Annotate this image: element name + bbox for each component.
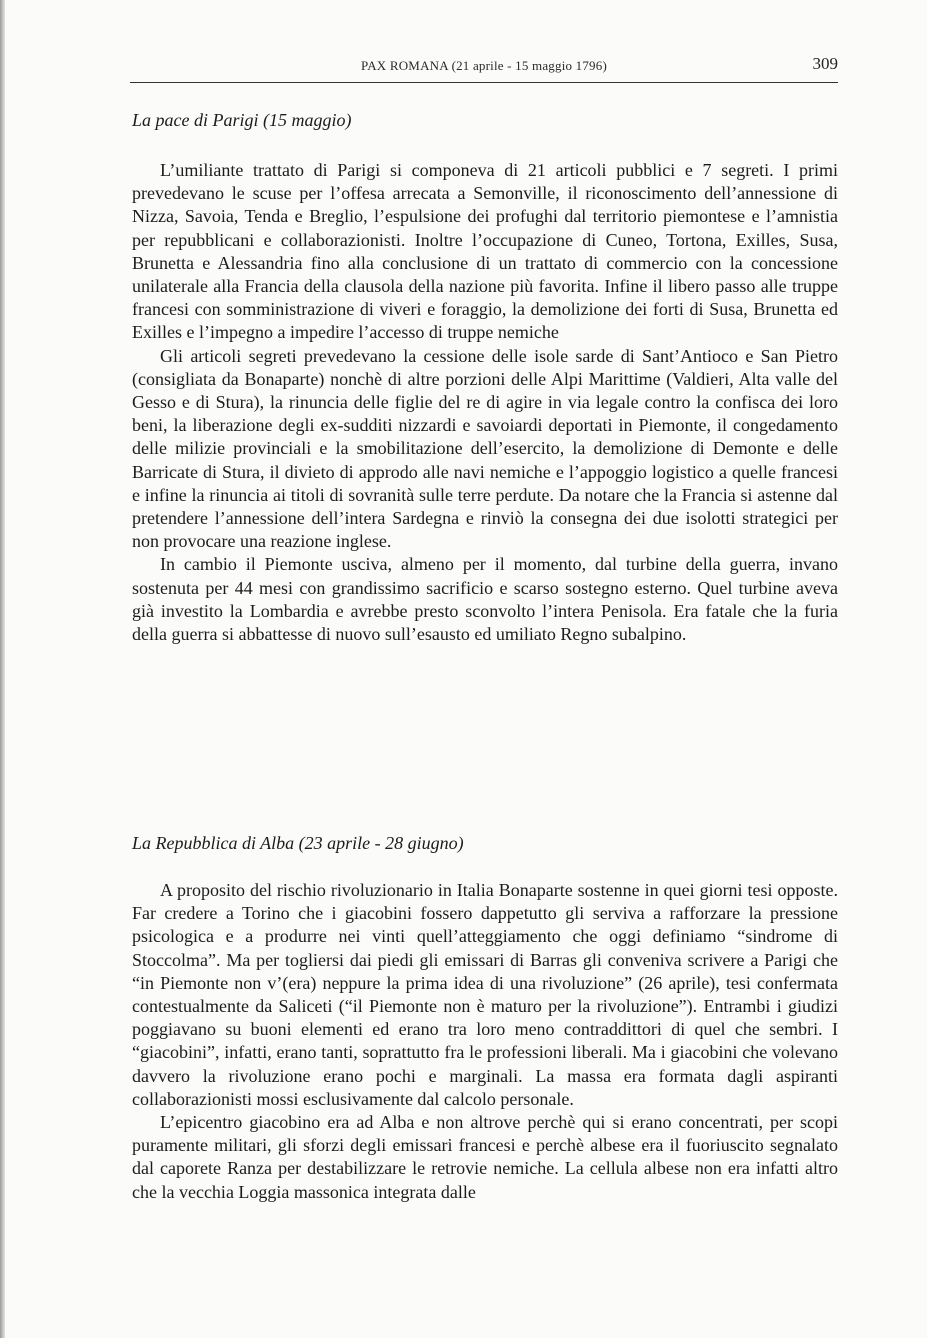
paragraph: In cambio il Piemonte usciva, almeno per il momento, dal turbine della guerra, invano sostenuta per 44 mesi con grandissimo sacrificio e scarso sostegno esterno. Quel turbine aveva già investito la Lombardia e avrebbe presto sconvolto l’intera Penisola. Era fatale che la furia della guerra si abbattesse di nuovo sull’esausto ed umiliato Regno subalpino. (132, 554, 838, 645)
section-heading-peace-of-paris (132, 108, 838, 132)
section-body-republic-of-alba (132, 879, 838, 1204)
paragraph: A proposito del rischio rivoluzionario in Italia Bonaparte sostenne in quei giorni tesi opposte. Far credere a Torino che i giacobini fossero dappetutto gli serviva a rafforzare la pressione psicologica e a produrre nei vinti quell’atteggiamento che oggi definiamo “sindrome di Stoccolma”. Ma per togliersi dai piedi gli emissari di Barras gli conveniva scrivere a Parigi che “in Piemonte non v’(era) neppure la prima idea di una rivoluzione” (26 aprile), tesi confermata contestualmente da Saliceti (“il Piemonte non è maturo per la rivoluzione”). Entrambi i giudizi poggiavano su buoni elementi ed erano tra loro meno contraddittori di quel che sembri. I “giacobini”, infatti, erano tanti, soprattutto fra le professioni liberali. Ma i giacobini che volevano davvero la rivoluzione erano pochi e marginali. La massa era formata dagli aspiranti collaborazionisti mossi esclusivamente dal calcolo personale. (132, 880, 838, 1109)
paragraph: L’epicentro giacobino era ad Alba e non altrove perchè qui si erano concentrati, per scopi puramente militari, gli sforzi degli emissari francesi e perchè albese era il fuoriuscito segnalato dal caporete Ranza per destabilizzare le retrovie nemiche. La cellula albese non era infatti altro che la vecchia Loggia massonica integrata dalle (132, 1112, 838, 1202)
section-heading: La Repubblica di Alba (23 aprile - 28 giugno) (132, 833, 464, 853)
binding-edge (0, 0, 5, 1338)
section-heading-republic-of-alba (132, 831, 838, 855)
running-head (130, 54, 838, 83)
section-heading: La pace di Parigi (15 maggio) (132, 110, 352, 130)
paragraph: L’umiliante trattato di Parigi si componeva di 21 articoli pubblici e 7 segreti. I primi prevedevano le scuse per l’offesa arrecata a Semonville, il riconoscimento dell’annessione di Nizza, Savoia, Tenda e Breglio, l’espulsione dei profughi dal territorio piemontese e l’amnistia per repubblicani e collaborazionisti. Inoltre l’occupazione di Cuneo, Tortona, Exilles, Susa, Brunetta e Alessandria fino alla conclusione di un trattato di commercio con la concessione unilaterale alla Francia della clausola della nazione più favorita. Infine il libero passo alle truppe francesi con somministrazione di viveri e foraggio, la demolizione dei forti di Susa, Brunetta ed Exilles e l’impegno a impedire l’accesso di truppe nemiche (132, 160, 838, 343)
paragraph: Gli articoli segreti prevedevano la cessione delle isole sarde di Sant’Antioco e San Pietro (consigliata da Bonaparte) nonchè di altre porzioni delle Alpi Marittime (Valdieri, Alta valle del Gesso e di Stura), la rinuncia delle figlie del re di agire in via legale contro la confisca dei loro beni, la liberazione degli ex-sudditi nizzardi e savoiardi deportati in Piemonte, il congedamento delle milizie provinciali e la smobilitazione dell’esercito, la demolizione di Demonte e delle Barricate di Stura, il divieto di approdo alle navi nemiche e l’appoggio logistico a quelle francesi e infine la rinuncia ai titoli di sovranità sulle terre perdute. Da notare che la Francia si astenne dal pretendere l’annessione dell’intera Sardegna e rinviò la consegna dei due isolotti strategici per non provocare una reazione inglese. (132, 345, 838, 552)
running-title: PAX ROMANA (21 aprile - 15 maggio 1796) (360, 58, 607, 73)
section-body-peace-of-paris (132, 159, 838, 646)
page-number: 309 (812, 54, 838, 73)
